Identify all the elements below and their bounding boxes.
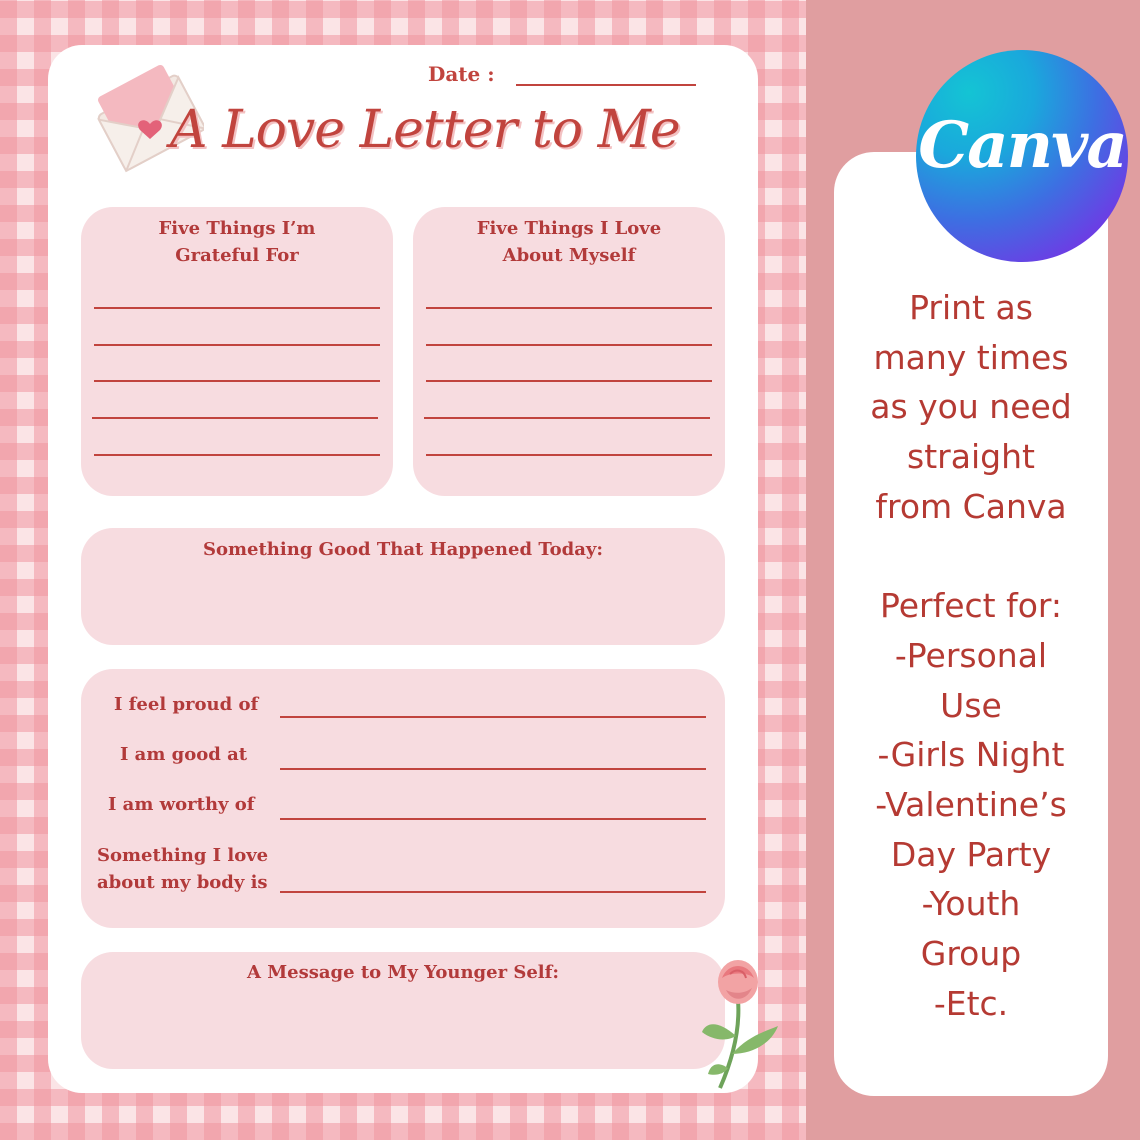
promo-line: -Personal xyxy=(894,635,1048,675)
page-title: A Love Letter to Me xyxy=(170,100,680,160)
promo-line xyxy=(834,532,1108,582)
date-label: Date : xyxy=(428,62,495,86)
good-today-title: Something Good That Happened Today: xyxy=(202,539,604,560)
grateful-line-3[interactable] xyxy=(94,380,380,382)
body-label xyxy=(97,842,268,896)
promo-line: straight xyxy=(907,437,1035,477)
proud-label: I feel proud of xyxy=(114,694,259,715)
body-label-line-1: Something I love xyxy=(97,845,269,866)
love-myself-title-line-2: About Myself xyxy=(502,245,636,266)
grateful-line-1[interactable] xyxy=(94,307,380,309)
promo-line: -Girls Night xyxy=(877,735,1065,775)
promo-line: Day Party xyxy=(890,834,1052,874)
promo-text xyxy=(834,283,1108,1029)
younger-self-title: A Message to My Younger Self: xyxy=(246,962,559,983)
worthy-label: I am worthy of xyxy=(108,794,255,815)
promo-line: -Etc. xyxy=(933,983,1009,1023)
love-myself-line-4[interactable] xyxy=(424,417,710,419)
promo-line: Use xyxy=(940,685,1002,725)
body-line[interactable] xyxy=(280,891,706,893)
grateful-title xyxy=(81,215,393,269)
love-myself-line-1[interactable] xyxy=(426,307,712,309)
good-at-label: I am good at xyxy=(120,744,248,765)
love-myself-title-line-1: Five Things I Love xyxy=(476,218,662,239)
promo-line: -Youth xyxy=(921,884,1021,924)
rose-icon xyxy=(698,956,782,1092)
grateful-line-4[interactable] xyxy=(92,417,378,419)
date-field-line[interactable] xyxy=(516,84,696,86)
grateful-title-line-1: Five Things I’m xyxy=(158,218,316,239)
love-myself-title xyxy=(413,215,725,269)
canva-logo-text: Canva xyxy=(918,108,1126,183)
love-myself-line-2[interactable] xyxy=(426,344,712,346)
love-myself-line-3[interactable] xyxy=(426,380,712,382)
body-label-line-2: about my body is xyxy=(97,872,268,893)
canva-logo xyxy=(916,50,1128,262)
promo-line: many times xyxy=(873,337,1069,377)
love-myself-line-5[interactable] xyxy=(426,454,712,456)
promo-line: from Canva xyxy=(875,486,1067,526)
promo-line: Perfect for: xyxy=(880,586,1062,626)
promo-line: -Valentine’s xyxy=(875,785,1067,825)
proud-line[interactable] xyxy=(280,716,706,718)
good-at-line[interactable] xyxy=(280,768,706,770)
promo-line: Print as xyxy=(909,288,1033,327)
grateful-title-line-2: Grateful For xyxy=(175,245,299,266)
grateful-line-5[interactable] xyxy=(94,454,380,456)
promo-line: as you need xyxy=(870,387,1072,427)
promo-line: Group xyxy=(920,934,1022,974)
worthy-line[interactable] xyxy=(280,818,706,820)
grateful-line-2[interactable] xyxy=(94,344,380,346)
